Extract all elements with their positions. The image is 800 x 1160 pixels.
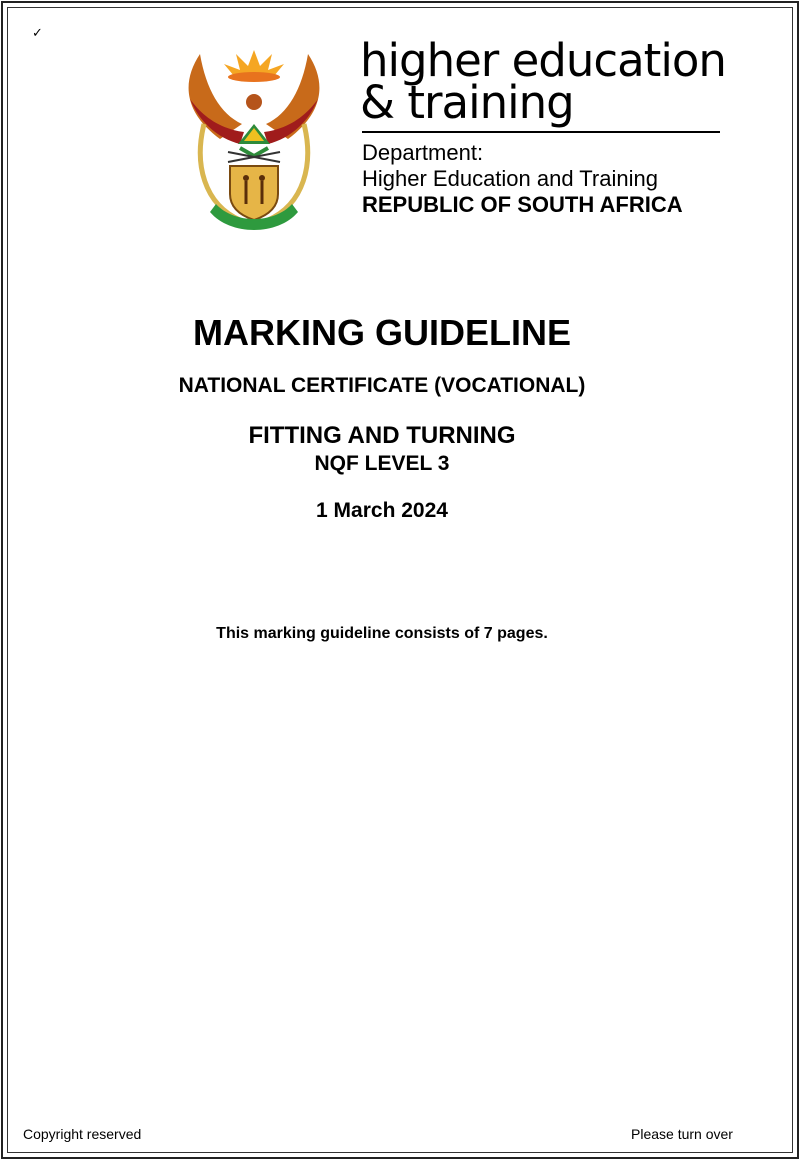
subject: FITTING AND TURNING: [248, 422, 516, 449]
footer-copyright: Copyright reserved: [23, 1126, 142, 1142]
department-name: Higher Education and Training: [362, 166, 658, 191]
document-title: MARKING GUIDELINE: [193, 312, 571, 353]
pages-note: This marking guideline consists of 7 pages.: [216, 625, 548, 642]
nqf-level: NQF LEVEL 3: [314, 452, 450, 475]
country-name: REPUBLIC OF SOUTH AFRICA: [362, 192, 683, 217]
brand-line-1: higher education: [360, 34, 726, 87]
sun-icon: [224, 50, 284, 82]
check-mark: ✓: [32, 26, 43, 41]
brand-line-2: & training: [360, 76, 574, 129]
department-label: Department:: [362, 140, 484, 165]
brand-divider: [362, 131, 720, 133]
coat-of-arms-logo: [180, 44, 328, 236]
qualification: NATIONAL CERTIFICATE (VOCATIONAL): [178, 374, 586, 397]
exam-date: 1 March 2024: [316, 499, 448, 522]
footer-turn-over: Please turn over: [631, 1126, 733, 1142]
